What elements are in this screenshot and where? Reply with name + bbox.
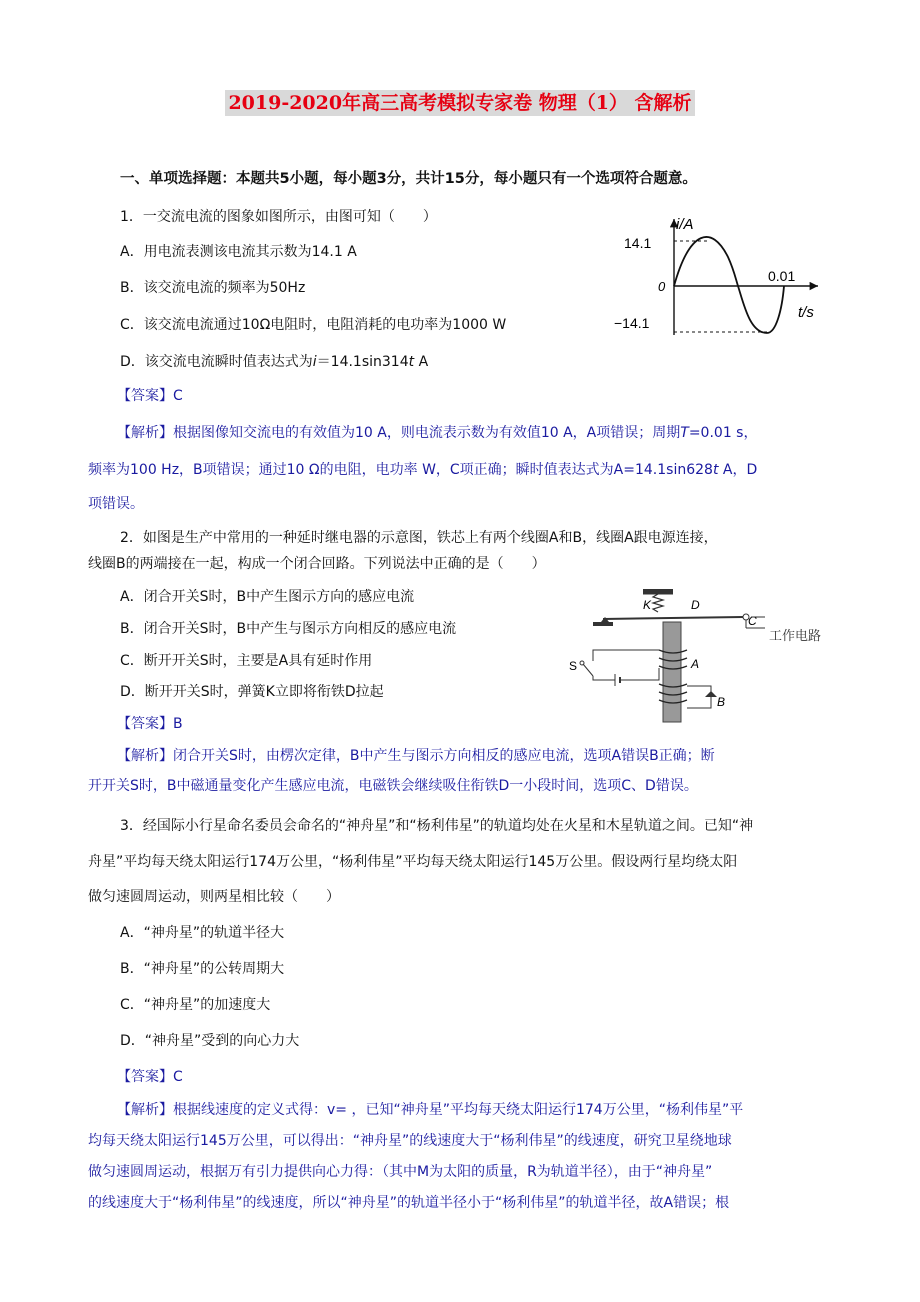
q1-current-graph (610, 215, 825, 340)
iron-core (663, 622, 681, 722)
q3-stem-line2: 舟星”平均每天绕太阳运行174万公里，“杨利伟星”平均每天绕太阳运行145万公里。假设两行星均绕太阳 (88, 854, 738, 870)
q2-explanation-line1: 【解析】闭合开关S时，由楞次定律，B中产生与图示方向相反的感应电流，选项A错误B正确；断 (117, 748, 715, 764)
y-axis-label: i/A (676, 216, 694, 233)
q1-option-a: A．用电流表测该电流其示数为14.1 A (120, 244, 357, 260)
q3-option-b: B．“神舟星”的公转周期大 (120, 961, 285, 977)
q2-relay-diagram (565, 584, 825, 726)
work-circuit-label: 工作电路 (769, 628, 822, 643)
q3-explanation-line3: 做匀速圆周运动，根据万有引力提供向心力得：（其中M为太阳的质量，R为轨道半径），由于“神舟星” (88, 1164, 713, 1180)
q2-explanation-line2: 开开关S时，B中磁通量变化产生感应电流，电磁铁会继续吸住衔铁D一小段时间，选项C、D错误。 (88, 778, 698, 794)
q3-stem-line3: 做匀速圆周运动，则两星相比较（ ） (88, 889, 340, 905)
q1-explanation-line3: 项错误。 (88, 496, 144, 512)
q1-option-d: D．该交流电流瞬时值表达式为i＝14.1sin314t A (120, 354, 429, 370)
ymin-label: −14.1 (614, 315, 650, 331)
origin-label: 0 (658, 279, 666, 294)
q3-explanation-line1: 【解析】根据线速度的定义式得：v= ，已知“神舟星”平均每天绕太阳运行174万公里，“杨利伟星”平 (117, 1102, 744, 1118)
q1-explanation-line2: 频率为100 Hz，B项错误；通过10 Ω的电阻，电功率 W，C项正确；瞬时值表达式为A=14.1sin628t A，D (88, 462, 758, 478)
q2-option-b: B．闭合开关S时，B中产生与图示方向相反的感应电流 (120, 621, 457, 637)
q3-option-c: C．“神舟星”的加速度大 (120, 997, 271, 1013)
q2-option-d: D．断开开关S时，弹簧K立即将衔铁D拉起 (120, 684, 384, 700)
q3-explanation-line4: 的线速度大于“杨利伟星”的线速度，所以“神舟星”的轨道半径小于“杨利伟星”的轨道半径，故A错误；根 (88, 1195, 730, 1211)
label-d: D (691, 598, 700, 612)
q2-stem-line2: 线圈B的两端接在一起，构成一个闭合回路。下列说法中正确的是（ ） (88, 556, 546, 572)
q1-explanation-line1: 【解析】根据图像知交流电的有效值为10 A，则电流表示数为有效值10 A，A项错误；周期T=0.01 s， (117, 425, 758, 441)
label-a: A (691, 657, 700, 671)
q3-explanation-line2: 均每天绕太阳运行145万公里，可以得出：“神舟星”的线速度大于“杨利伟星”的线速度，研究卫星绕地球 (88, 1133, 732, 1149)
q1-option-c: C．该交流电流通过10Ω电阻时，电阻消耗的电功率为1000 W (120, 317, 507, 333)
q2-option-a: A．闭合开关S时，B中产生图示方向的感应电流 (120, 589, 415, 605)
label-c: C (748, 614, 757, 628)
q3-stem-line1: 3．经国际小行星命名委员会命名的“神舟星”和“杨利伟星”的轨道均处在火星和木星轨道之间。已知“神 (120, 818, 754, 834)
label-s: S (569, 659, 578, 673)
spring-k (653, 594, 663, 612)
q2-answer: 【答案】B (117, 716, 183, 732)
q3-option-a: A．“神舟星”的轨道半径大 (120, 925, 285, 941)
label-b: B (717, 695, 726, 709)
ymax-label: 14.1 (624, 235, 652, 251)
q1-answer: 【答案】C (117, 388, 183, 404)
q3-option-d: D．“神舟星”受到的向心力大 (120, 1033, 300, 1049)
q3-answer: 【答案】C (117, 1069, 183, 1085)
period-label: 0.01 (768, 268, 796, 284)
armature-d (603, 617, 743, 619)
page-title: 2019-2020年高三高考模拟专家卷 物理（1） 含解析 (0, 88, 920, 115)
q2-stem-line1: 2．如图是生产中常用的一种延时继电器的示意图，铁芯上有两个线圈A和B，线圈A跟电源连接， (120, 530, 718, 546)
q1-stem: 1．一交流电流的图象如图所示，由图可知（ ） (120, 209, 437, 225)
q1-option-b: B．该交流电流的频率为50Hz (120, 280, 306, 296)
x-axis-label: t/s (798, 304, 814, 321)
section-heading: 一、单项选择题：本题共5小题，每小题3分，共计15分，每小题只有一个选项符合题意。 (120, 171, 697, 187)
label-k: K (643, 598, 652, 612)
sine-curve (674, 237, 784, 333)
q2-option-c: C．断开开关S时，主要是A具有延时作用 (120, 653, 373, 669)
